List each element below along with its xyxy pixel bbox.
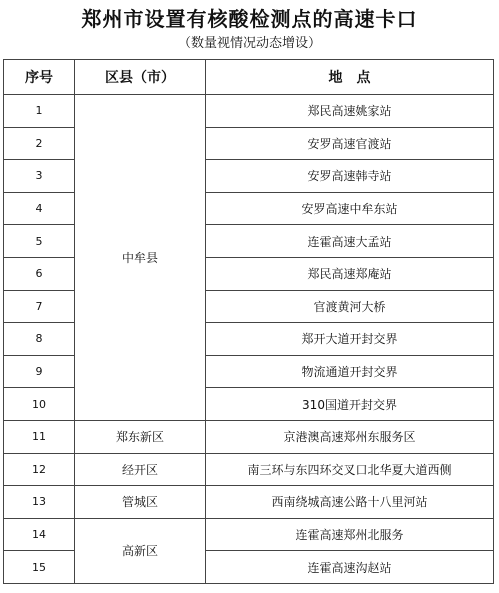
row-location: 连霍高速大孟站 bbox=[206, 225, 494, 258]
row-location: 连霍高速沟赵站 bbox=[206, 551, 494, 584]
row-seq: 5 bbox=[4, 225, 75, 258]
page-title: 郑州市设置有核酸检测点的高速卡口 bbox=[81, 7, 418, 31]
row-location: 物流通道开封交界 bbox=[206, 355, 494, 388]
row-location: 郑民高速姚家站 bbox=[206, 95, 494, 128]
table-header-row bbox=[4, 60, 494, 95]
row-location: 南三环与东四环交叉口北华夏大道西侧 bbox=[206, 453, 494, 486]
page-subtitle: （数量视情况动态增设） bbox=[177, 36, 321, 51]
row-seq: 10 bbox=[4, 388, 75, 421]
table-row bbox=[4, 95, 494, 128]
row-seq: 2 bbox=[4, 127, 75, 160]
row-location: 安罗高速中牟东站 bbox=[206, 192, 494, 225]
row-seq: 14 bbox=[4, 518, 75, 551]
row-location: 郑民高速郑庵站 bbox=[206, 257, 494, 290]
row-seq: 9 bbox=[4, 355, 75, 388]
row-location: 连霍高速郑州北服务 bbox=[206, 518, 494, 551]
table-row bbox=[4, 486, 494, 519]
row-seq: 6 bbox=[4, 257, 75, 290]
table-row bbox=[4, 420, 494, 453]
district-cell: 经开区 bbox=[75, 453, 206, 486]
row-location: 安罗高速官渡站 bbox=[206, 127, 494, 160]
row-location: 官渡黄河大桥 bbox=[206, 290, 494, 323]
row-seq: 15 bbox=[4, 551, 75, 584]
row-location: 郑开大道开封交界 bbox=[206, 323, 494, 356]
header-location: 地 点 bbox=[206, 60, 494, 95]
row-seq: 7 bbox=[4, 290, 75, 323]
row-seq: 1 bbox=[4, 95, 75, 128]
row-location: 京港澳高速郑州东服务区 bbox=[206, 420, 494, 453]
table-row bbox=[4, 518, 494, 551]
row-seq: 11 bbox=[4, 420, 75, 453]
row-location: 310国道开封交界 bbox=[206, 388, 494, 421]
district-cell: 中牟县 bbox=[75, 95, 206, 421]
row-seq: 8 bbox=[4, 323, 75, 356]
row-seq: 4 bbox=[4, 192, 75, 225]
header-district: 区县（市） bbox=[75, 60, 206, 95]
table-row bbox=[4, 453, 494, 486]
row-seq: 12 bbox=[4, 453, 75, 486]
district-cell: 高新区 bbox=[75, 518, 206, 583]
district-cell: 管城区 bbox=[75, 486, 206, 519]
row-location: 安罗高速韩寺站 bbox=[206, 160, 494, 193]
row-seq: 3 bbox=[4, 160, 75, 193]
row-seq: 13 bbox=[4, 486, 75, 519]
checkpoint-table bbox=[3, 59, 494, 584]
row-location: 西南绕城高速公路十八里河站 bbox=[206, 486, 494, 519]
header-seq: 序号 bbox=[4, 60, 75, 95]
district-cell: 郑东新区 bbox=[75, 420, 206, 453]
